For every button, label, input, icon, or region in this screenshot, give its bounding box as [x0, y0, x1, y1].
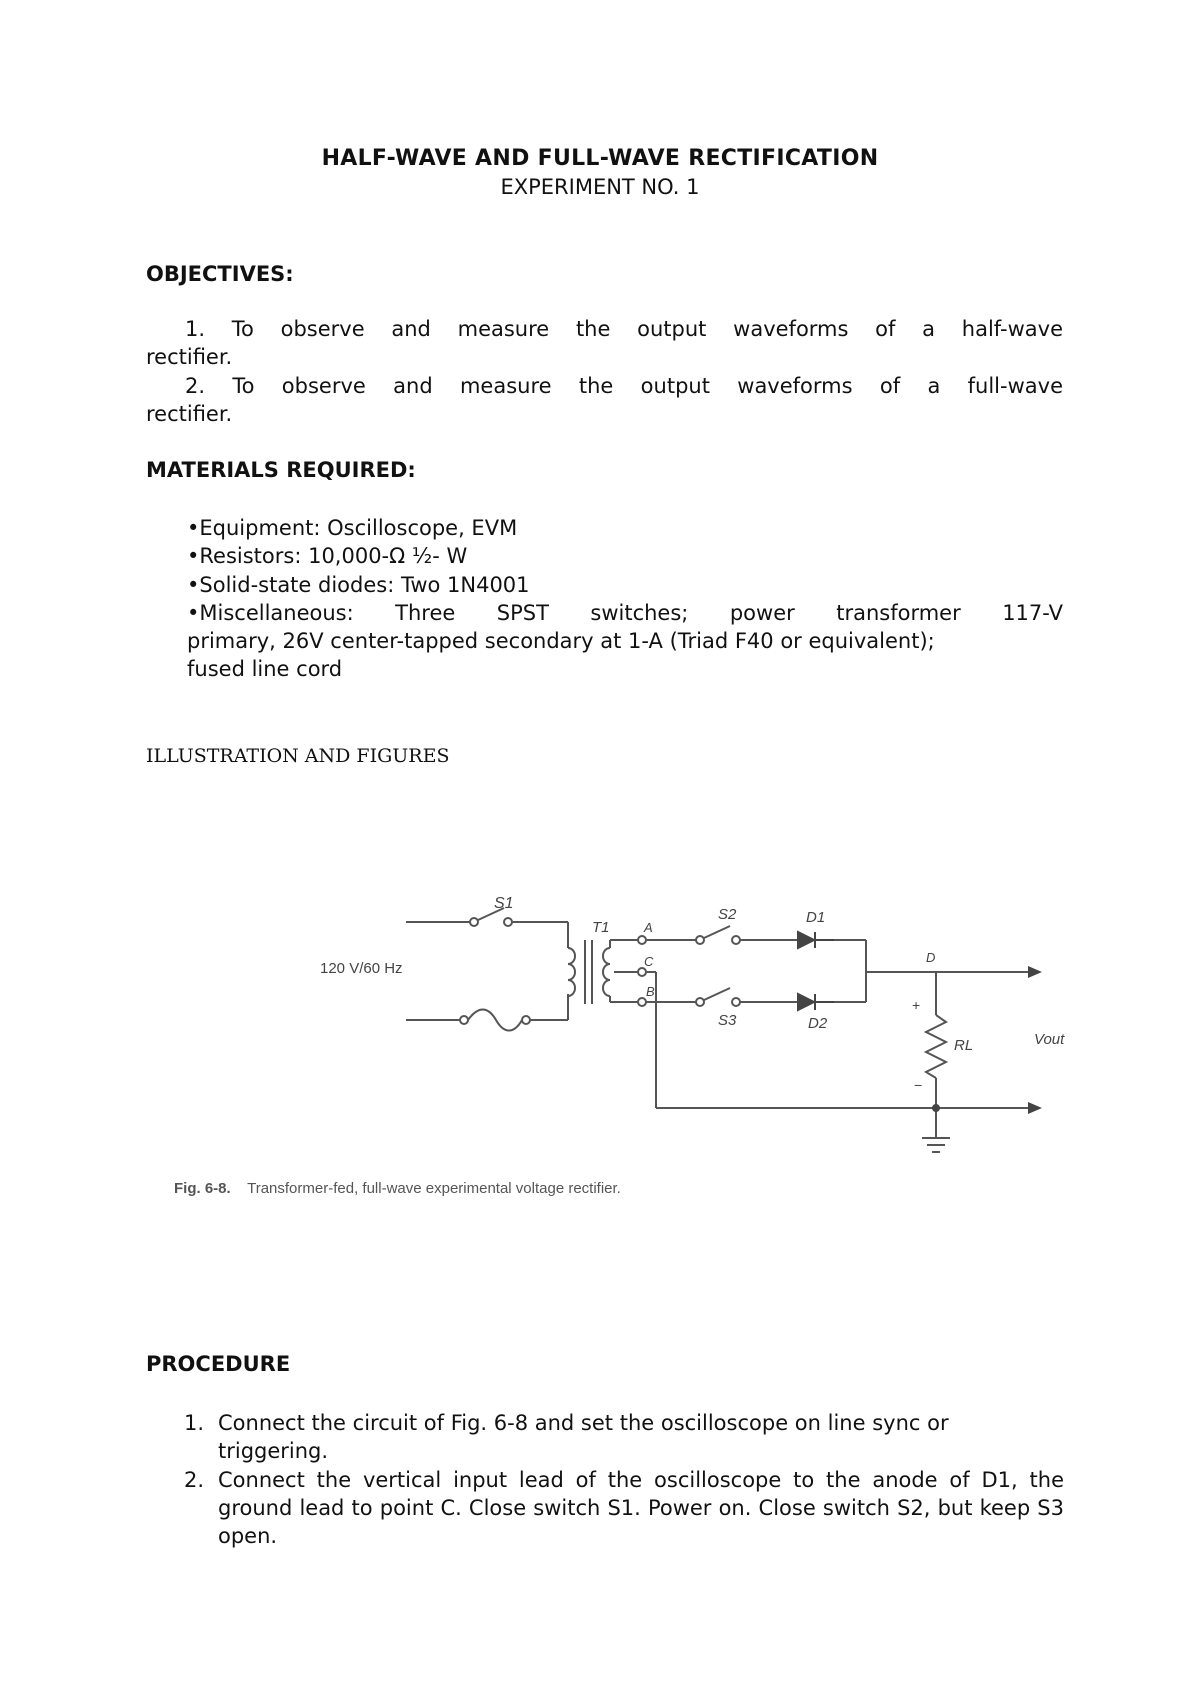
procedure-step-text: Connect the vertical input lead of the oscilloscope to the anode of D1, the ground lead to point C. Close switch S1. Power on. Close switch S2, but keep S3 open.	[218, 1468, 1064, 1548]
label-d2: D2	[808, 1015, 828, 1032]
circuit-figure	[148, 820, 1108, 1240]
procedure-step-number: 2.	[184, 1468, 205, 1492]
objectives-heading: OBJECTIVES:	[146, 262, 294, 286]
procedure-step-1	[184, 1409, 1064, 1465]
procedure-step-number: 1.	[184, 1411, 205, 1435]
label-rl: RL	[954, 1037, 974, 1054]
label-s3: S3	[718, 1012, 737, 1029]
illustration-heading: ILLUSTRATION AND FIGURES	[146, 745, 450, 767]
label-vout: Vout	[1034, 1031, 1065, 1048]
label-s1: S1	[494, 895, 514, 912]
label-d1: D1	[806, 909, 826, 926]
material-item-diodes: •Solid-state diodes: Two 1N4001	[187, 573, 530, 597]
objective-1-line-1: 1. To observe and measure the output waveforms of a half-wave	[185, 317, 1063, 341]
experiment-number: EXPERIMENT NO. 1	[500, 175, 700, 199]
material-item-misc-line-1: •Miscellaneous: Three SPST switches; power transformer 117-V	[187, 601, 1063, 625]
material-item-misc-line-2: primary, 26V center-tapped secondary at 1-A (Triad F40 or equivalent);	[187, 629, 935, 653]
figure-caption-text: Transformer-fed, full-wave experimental voltage rectifier.	[247, 1180, 621, 1197]
label-a: A	[644, 920, 653, 935]
label-b: B	[646, 984, 655, 999]
objective-1-line-2: rectifier.	[146, 345, 233, 369]
procedure-heading: PROCEDURE	[146, 1352, 291, 1376]
figure-caption	[174, 1180, 621, 1197]
label-c: C	[644, 954, 654, 969]
objective-2-line-2: rectifier.	[146, 402, 233, 426]
document-title: HALF-WAVE AND FULL-WAVE RECTIFICATION	[321, 146, 879, 171]
materials-heading: MATERIALS REQUIRED:	[146, 458, 416, 482]
objective-2-line-1: 2. To observe and measure the output waveforms of a full-wave	[185, 374, 1063, 398]
material-item-resistors: •Resistors: 10,000-Ω ½- W	[187, 544, 468, 568]
label-d: D	[926, 950, 936, 965]
label-plus: +	[912, 997, 921, 1013]
label-t1: T1	[592, 919, 610, 936]
material-item-misc-line-3: fused line cord	[187, 657, 343, 681]
procedure-step-text: Connect the circuit of Fig. 6-8 and set the oscilloscope on line sync or triggering.	[218, 1411, 949, 1463]
figure-caption-number: Fig. 6-8.	[174, 1180, 231, 1197]
material-item-equipment: •Equipment: Oscilloscope, EVM	[187, 516, 518, 540]
label-minus: −	[914, 1077, 923, 1093]
rectifier-circuit-diagram	[148, 820, 1108, 1180]
label-s2: S2	[718, 906, 737, 923]
procedure-step-2	[184, 1466, 1064, 1552]
label-source: 120 V/60 Hz	[320, 960, 403, 977]
